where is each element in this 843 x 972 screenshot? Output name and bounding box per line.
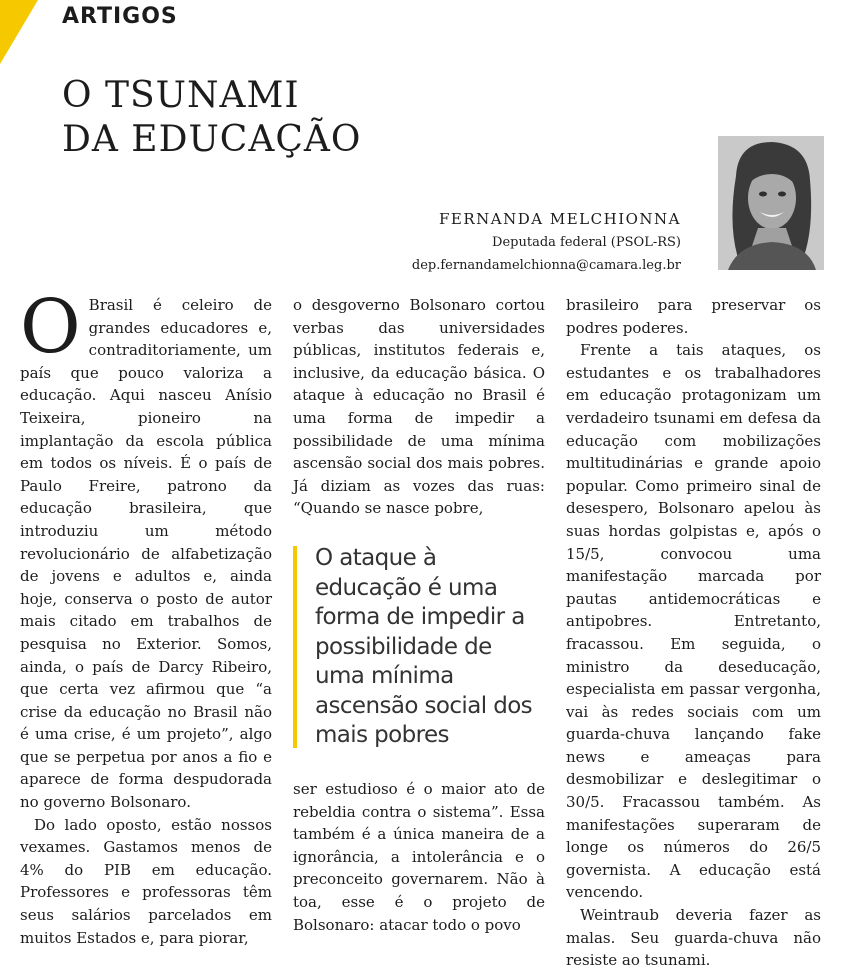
- pull-quote: [293, 538, 541, 750]
- section-corner-accent: [0, 0, 38, 64]
- article-column-2-top: [293, 294, 545, 520]
- article-column-2-bottom: [293, 778, 545, 936]
- headline-line-2: DA EDUCAÇÃO: [62, 119, 362, 160]
- paragraph: [20, 284, 272, 814]
- section-label: ARTIGOS: [62, 4, 178, 29]
- author-name: FERNANDA MELCHIONNA: [439, 210, 681, 228]
- paragraph: Do lado oposto, estão nossos vexames. Gastamos menos de 4% do PIB em educação. Professores e professoras têm seus salários parcelados em muitos Estados e, para piorar,: [20, 815, 272, 947]
- headline-line-1: O TSUNAMI: [62, 75, 300, 116]
- author-photo: [718, 136, 824, 270]
- author-portrait-icon: [718, 136, 824, 270]
- paragraph: ser estudioso é o maior ato de rebeldia contra o sistema”. Essa também é a única maneira de a ignorância, a intolerância e o preconceito governarem. Não à toa, esse é o projeto de Bolsonaro: atacar todo o povo: [293, 780, 545, 934]
- pull-quote-bar: [293, 546, 297, 748]
- paragraph: Weintraub deveria fazer as malas. Seu guarda-chuva não resiste ao tsunami.: [566, 906, 821, 970]
- author-email: dep.fernandamelchionna@camara.leg.br: [411, 258, 681, 273]
- paragraph: brasileiro para preservar os podres poderes.: [566, 296, 821, 337]
- headline: [62, 74, 361, 162]
- article-column-3: [566, 294, 821, 972]
- paragraph-text: Brasil é celeiro de grandes educadores e, contraditoriamente, um país que pouco valoriza a educação. Aqui nasceu Anísio Teixeira, pioneiro na implantação da escola pública em todos os níveis. É o país de Paulo Freire, patrono da educação brasileira, que introduziu um método revolucionário de alfabetização de jovens e adultos e, ainda hoje, conserva o posto de autor mais citado em trabalhos de pesquisa no Exterior. Somos, ainda, o país de Darcy Ribeiro, que certa vez afirmou que “a crise da educação no Brasil não é uma crise, é um projeto”, algo que se perpetua por anos a fio e aparece de forma despudorada no governo Bolsonaro.: [20, 296, 272, 812]
- pull-quote-text: O ataque à educação é uma forma de impedir a possibilidade de uma mínima ascensão social dos mais pobres: [315, 545, 533, 748]
- paragraph: o desgoverno Bolsonaro cortou verbas das universidades públicas, institutos federais e, inclusive, da educação básica. O ataque à educação no Brasil é uma forma de impedir a possibilidade de uma mínima ascensão social dos mais pobres. Já diziam as vozes das ruas: “Quando se nasce pobre,: [293, 296, 545, 518]
- drop-cap: O: [20, 284, 81, 370]
- author-byline: [412, 207, 681, 277]
- author-role: Deputada federal (PSOL-RS): [492, 235, 681, 250]
- paragraph: Frente a tais ataques, os estudantes e os trabalhadores em educação protagonizam um verdadeiro tsunami em defesa da educação com mobilizações multitudinárias e grande apoio popular. Como primeiro sinal de desespero, Bolsonaro apelou às suas hordas golpistas e, após o 15/5, convocou uma manifestação marcada por pautas antidemocráticas e antipobres. Entretanto, fracassou. Em seguida, o ministro da deseducação, especialista em passar vergonha, vai às redes sociais com um guarda-chuva lançando fake news e ameaças para desmobilizar e deslegitimar o 30/5. Fracassou também. As manifestações superaram de longe os números do 26/5 governista. A educação está vencendo.: [566, 341, 821, 902]
- article-column-1: [20, 284, 272, 949]
